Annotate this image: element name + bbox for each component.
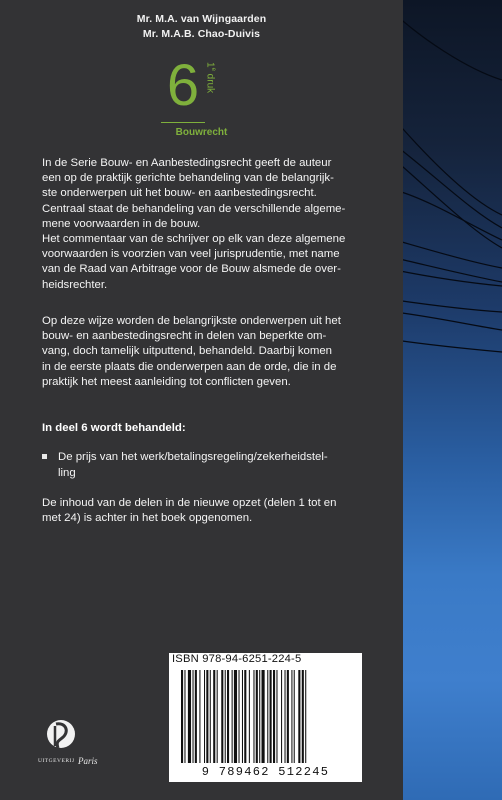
text-line: mene voorwaarden in de bouw. xyxy=(42,217,201,230)
text-line: De inhoud van de delen in de nieuwe opzet (delen 1 tot en xyxy=(42,497,337,509)
barcode-bar xyxy=(270,670,272,763)
barcode-label xyxy=(169,653,362,782)
text-line: In de Serie Bouw- en Aanbestedingsrecht geeft de auteur xyxy=(42,157,332,169)
text-line: heidsrechter. xyxy=(42,278,108,291)
text-line: ling xyxy=(58,467,76,479)
barcode-bar xyxy=(249,670,250,763)
barcode-bar xyxy=(217,670,218,763)
series-name: Bouwrecht xyxy=(175,127,228,138)
barcode-bar xyxy=(302,670,304,763)
barcode-bar xyxy=(206,670,208,763)
text-line: Centraal staat de behandeling van de verschillende algeme- xyxy=(42,202,346,215)
publisher-name: Paris xyxy=(78,756,98,766)
barcode-bar xyxy=(281,670,282,763)
barcode-bar xyxy=(227,670,229,763)
barcode-bar xyxy=(225,670,226,763)
barcode-bar xyxy=(193,670,194,763)
text-line: voorwaarden is voorzien van veel jurisprudentie, met name xyxy=(42,248,340,261)
volume-number: 6 xyxy=(166,53,200,118)
barcode-bar xyxy=(285,670,286,763)
barcode-bar xyxy=(287,670,289,763)
contents-heading: In deel 6 wordt behandeld: xyxy=(42,422,186,434)
isbn-text: ISBN 978-94-6251-224-5 xyxy=(172,653,302,665)
text-line: ste onderwerpen uit het bouw- en aanbestedingsrecht. xyxy=(42,187,317,200)
text-line: Het commentaar van de schrijver op elk van deze algemene xyxy=(42,233,346,246)
barcode-bar xyxy=(256,670,258,763)
text-line: met 24) is achter in het boek opgenomen. xyxy=(42,512,253,525)
text-line: De prijs van het werk/betalingsregeling/zekerheidstel- xyxy=(58,451,328,463)
barcode-bar xyxy=(184,670,185,763)
barcode-bar xyxy=(213,670,215,763)
barcode-bar xyxy=(259,670,260,763)
text-line: Op deze wijze worden de belangrijkste onderwerpen uit het xyxy=(42,315,341,327)
barcode-icon xyxy=(181,670,353,763)
intro-paragraph xyxy=(42,156,368,293)
author-2: Mr. M.A.B. Chao-Duivis xyxy=(142,28,261,40)
edition-label: 1e druk xyxy=(204,62,216,94)
barcode-bar xyxy=(244,670,246,763)
barcode-bar xyxy=(188,670,191,763)
barcode-bar xyxy=(262,670,265,763)
barcode-number: 9 789462 512245 xyxy=(201,765,330,779)
text-line: een op de praktijk gerichte behandeling van de belangrijk- xyxy=(42,172,334,185)
barcode-bar xyxy=(267,670,268,763)
barcode-bar xyxy=(210,670,211,763)
text-line: van de Raad van Arbitrage voor de Bouw alsmede de over- xyxy=(42,263,341,276)
barcode-bar xyxy=(195,670,197,763)
text-line: bouw- en aanbestedingsrecht in delen van beperkte om- xyxy=(42,330,327,343)
barcode-bar xyxy=(221,670,223,763)
barcode-bar xyxy=(181,670,183,763)
barcode-bar xyxy=(276,670,277,763)
publisher-logo-icon xyxy=(36,712,106,782)
barcode-bar xyxy=(242,670,243,763)
list-item xyxy=(42,449,368,481)
author-1: Mr. M.A. van Wijngaarden xyxy=(136,13,267,25)
bullet-square-icon xyxy=(42,454,47,459)
barcode-bar xyxy=(199,670,200,763)
text-line: in de eerste plaats die onderwerpen aan de orde, die in de xyxy=(42,360,337,373)
barcode-bar xyxy=(232,670,233,763)
text-line: praktijk het meest aanleiding tot conflicten geven. xyxy=(42,375,291,388)
series-rule xyxy=(161,122,205,123)
barcode-bar xyxy=(253,670,254,763)
barcode-bar xyxy=(291,670,292,763)
barcode-bar xyxy=(239,670,240,763)
series-note-paragraph xyxy=(42,496,368,526)
barcode-bar xyxy=(273,670,275,763)
barcode-bar xyxy=(204,670,205,763)
text-line: vang, doch tamelijk uitputtend, behandeld. Daarbij komen xyxy=(42,345,333,358)
method-paragraph xyxy=(42,314,368,390)
barcode-bar xyxy=(305,670,306,763)
publisher-small-label: UITGEVERIJ xyxy=(38,758,75,764)
barcode-bar xyxy=(294,670,295,763)
barcode-bar xyxy=(234,670,237,763)
barcode-bar xyxy=(298,670,300,763)
list-item-text xyxy=(42,449,368,481)
